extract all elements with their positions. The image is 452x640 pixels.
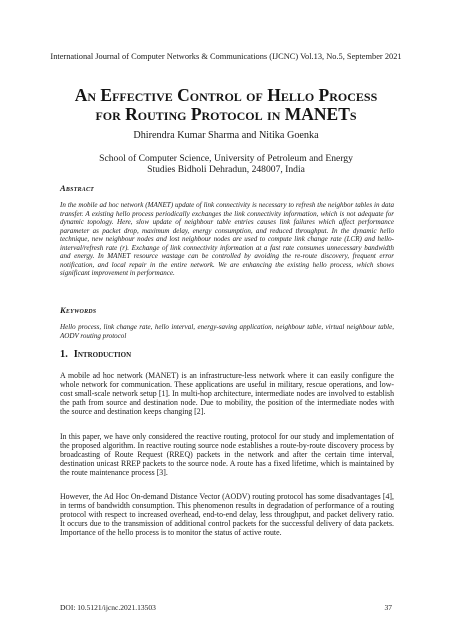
section-title: Introduction bbox=[73, 349, 132, 360]
introduction-heading bbox=[60, 349, 131, 360]
footer-doi: DOI: 10.5121/ijcnc.2021.13503 bbox=[60, 603, 156, 612]
title-line-1: An Effective Control of Hello Process bbox=[74, 85, 378, 105]
intro-paragraph-2: In this paper, we have only considered the reactive routing, protocol for our study and implementation of the proposed algorithm. In reactive routing source node establishes a route-by-route discovery process by broadcasting of Route Request (RREQ) packets in the network and after the certain time interval, destination unicast RREP packets to the source node. A route has a fixed lifetime, which is maintained by the route maintenance process [3]. bbox=[60, 432, 394, 478]
keywords-heading: Keywords bbox=[60, 305, 97, 315]
authors: Dhirendra Kumar Sharma and Nitika Goenka bbox=[133, 130, 319, 141]
affiliation bbox=[0, 153, 452, 175]
title-line-2: for Routing Protocol in MANETs bbox=[95, 104, 357, 124]
keywords-text: Hello process, link change rate, hello interval, energy-saving application, neighbour table, virtual neighbour table, AODV routing protocol bbox=[60, 323, 394, 340]
abstract-text: In the mobile ad hoc network (MANET) update of link connectivity is necessary to refresh the neighbor tables in data transfer. A existing hello process periodically exchanges the link connectivity information, which is not adequate for dynamic topology. Here, slow update of neighbour table entries causes link failures which affect performance parameter as packet drop, maximum delay, energy consumption, and reduced throughput. In the dynamic hello technique, new neighbour nodes and lost neighbour nodes are used to compute link change rate (LCR) and hello-interval/refresh rate (r). Exchange of link connectivity information at a fast rate consumes unnecessary bandwidth and energy. In MANET resource wastage can be controlled by avoiding the re-route discovery, frequent error notification, and local repair in the entire network. We are enhancing the existing hello process, which shows significant improvement in performance. bbox=[60, 201, 394, 277]
affiliation-line-2: Studies Bidholi Dehradun, 248007, India bbox=[147, 164, 305, 175]
journal-header: International Journal of Computer Networks & Communications (IJCNC) Vol.13, No.5, September 2021 bbox=[50, 52, 402, 61]
intro-paragraph-3: However, the Ad Hoc On-demand Distance Vector (AODV) routing protocol has some disadvantages [4], in terms of bandwidth consumption. This phenomenon results in degradation of performance of a routing protocol with respect to increased overhead, end-to-end delay, less throughput, and packet delivery ratio. It occurs due to the transmission of additional control packets for the successful delivery of data packets. Importance of the hello process is to monitor the status of active route. bbox=[60, 492, 394, 538]
intro-paragraph-1: A mobile ad hoc network (MANET) is an infrastructure-less network where it can easily configure the whole network for communication. These applications are useful in military, rescue operations, and low-cost small-scale network setup [1]. In multi-hop architecture, intermediate nodes are involved to establish the path from source and destination node. Due to mobility, the position of the intermediate nodes with the source and destination keeps changing [2]. bbox=[60, 371, 394, 417]
section-number: 1. bbox=[60, 349, 68, 360]
paper-title bbox=[40, 86, 412, 124]
affiliation-line-1: School of Computer Science, University of Petroleum and Energy bbox=[99, 153, 353, 164]
abstract-heading: Abstract bbox=[60, 183, 95, 193]
page-number: 37 bbox=[384, 603, 392, 612]
